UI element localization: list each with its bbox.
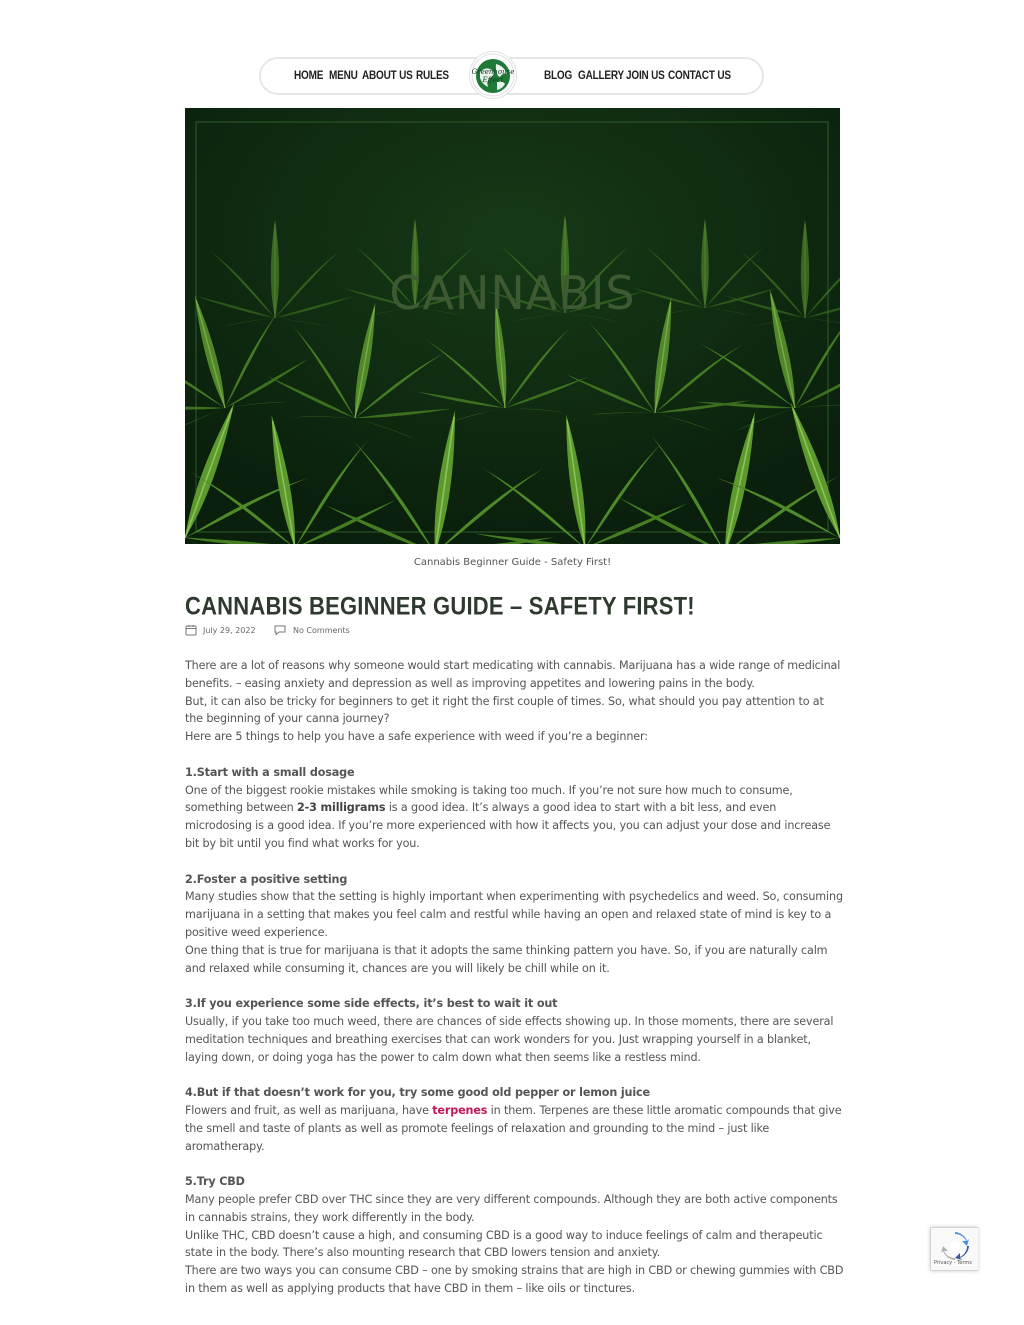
nav-home[interactable]: HOME: [294, 70, 324, 83]
section-2-heading: 2.Foster a positive setting: [185, 872, 348, 886]
section-5-paragraph-2: Unlike THC, CBD doesn’t cause a high, and consuming CBD is a good way to induce feelings of calm and therapeutic state in the body. There’s also mounting research that CBD lowers tension and anxiety.: [185, 1228, 823, 1260]
post-title: CANNABIS BEGINNER GUIDE – SAFETY FIRST!: [185, 592, 695, 620]
section-5-paragraph-1: Many people prefer CBD over THC since they are very different compounds. Although they are both active components in cannabis strains, they work differently in the body.: [185, 1192, 838, 1224]
image-caption: Cannabis Beginner Guide - Safety First!: [413, 557, 612, 568]
dosage-emphasis: 2-3 milligrams: [297, 801, 386, 815]
section-2-paragraph-2: One thing that is true for marijuana is that it adopts the same thinking pattern you have. So, if you are naturally calm and relaxed while consuming it, chances are you will likely be chill while on it.: [185, 943, 828, 975]
nav-gallery[interactable]: GALLERY: [578, 70, 625, 83]
nav-join-us[interactable]: JOIN US: [626, 70, 665, 83]
comment-icon: [274, 624, 286, 636]
section-3-heading: 3.If you experience some side effects, it’s best to wait it out: [185, 997, 558, 1011]
nav-rules[interactable]: RULES: [416, 70, 449, 83]
section-5-paragraph-3: There are two ways you can consume CBD – one by smoking strains that are high in CBD or chewing gummies with CBD in them as well as applying products that have CBD in them – like oils or tinctures.: [185, 1264, 844, 1295]
section-1-heading: 1.Start with a small dosage: [185, 765, 355, 779]
section-1-paragraph: One of the biggest rookie mistakes while smoking is taking too much. If you’re not sure how much to consume, something between 2-3 milligrams is a good idea. It’s always a good idea to start with a bit less, and even microdosing is a good idea. If you’re more experienced with how it affects you, you can adjust your dose and increase bit by bit until you find what works for you.: [185, 783, 831, 850]
cannabis-leaves-illustration: [185, 108, 840, 544]
nav-blog[interactable]: BLOG: [544, 70, 573, 83]
site-logo[interactable]: [470, 52, 516, 98]
section-2-paragraph-1: Many studies show that the setting is highly important when experimenting with psychedelics and weed. So, consuming marijuana in a setting that makes you feel calm and restful while having an open and relaxed state of mind is key to a positive weed experience.: [185, 890, 843, 939]
logo-text: Greenhouse Effect: [471, 68, 515, 84]
recaptcha-icon: [940, 1231, 970, 1261]
post-date-text[interactable]: July 29, 2022: [203, 626, 256, 635]
recaptcha-badge[interactable]: [930, 1227, 978, 1271]
section-4-paragraph: Flowers and fruit, as well as marijuana, have terpenes in them. Terpenes are these little aromatic compounds that give the smell and taste of plants as well as promote feelings of relaxation and grounding to the mind – just like aromatherapy.: [185, 1103, 842, 1153]
article-body: [185, 657, 845, 1298]
section-5-heading: 5.Try CBD: [185, 1175, 245, 1189]
section-4-heading: 4.But if that doesn’t work for you, try some good old pepper or lemon juice: [185, 1086, 650, 1100]
intro-paragraph-2: But, it can also be tricky for beginners to get it right the first couple of times. So, what should you pay attention to at the beginning of your canna journey?: [185, 694, 824, 726]
nav-about-us[interactable]: ABOUT US: [362, 70, 413, 83]
nav-menu[interactable]: MENU: [329, 70, 358, 83]
section-3-paragraph: Usually, if you take too much weed, there are chances of side effects showing up. In those moments, there are several meditation techniques and breathing exercises that can work wonders for you. Just wrapping yourself in a blanket, laying down, or doing yoga has the power to calm down what then seems like a restless mind.: [185, 1014, 834, 1064]
post-comments-text[interactable]: No Comments: [293, 626, 350, 635]
nav-contact-us[interactable]: CONTACT US: [668, 70, 731, 83]
globe-logo-icon: [470, 52, 516, 98]
hero-title: CANNABIS: [389, 266, 636, 320]
intro-paragraph-3: Here are 5 things to help you have a safe experience with weed if you’re a beginner:: [185, 730, 648, 744]
calendar-icon: [185, 624, 197, 636]
hero-image: [185, 108, 840, 544]
terpenes-link[interactable]: terpenes: [432, 1103, 488, 1117]
recaptcha-terms[interactable]: Privacy - Terms: [934, 1260, 972, 1266]
intro-paragraph-1: There are a lot of reasons why someone would start medicating with cannabis. Marijuana has a wide range of medicinal benefits. – easing anxiety and depression as well as improving appetites and lowering pains in the body.: [185, 659, 841, 690]
